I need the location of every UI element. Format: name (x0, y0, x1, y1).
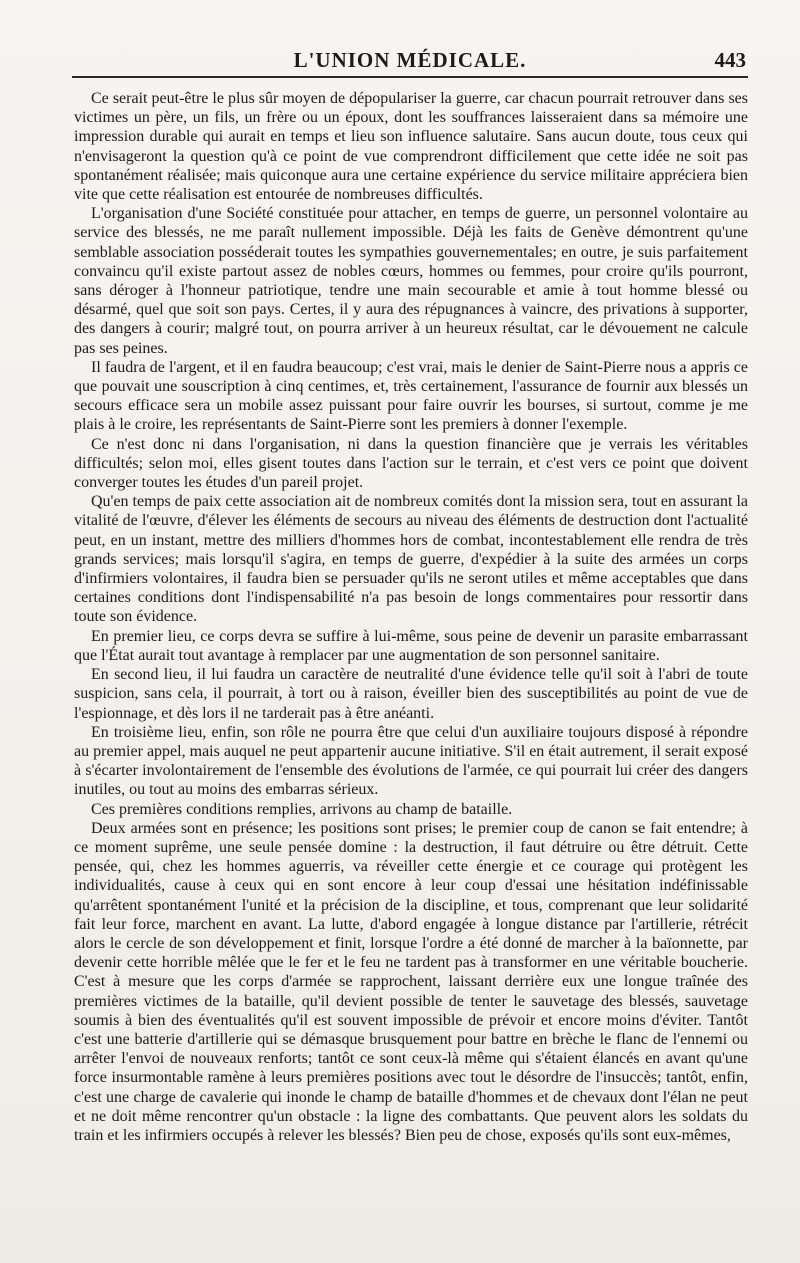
page-number: 443 (714, 48, 746, 72)
paragraph: Ce n'est donc ni dans l'organisation, ni dans la question financière que je verrais les véritables difficultés; selon moi, elles gisent toutes dans l'action sur le terrain, et c'est vers ce point que doivent converger toutes les études d'un pareil projet. (74, 435, 748, 492)
paragraph: En premier lieu, ce corps devra se suffire à lui-même, sous peine de devenir un parasite embarrassant que l'État aurait tout avantage à remplacer par une augmentation de son personnel sanitaire. (74, 627, 748, 664)
article-body (74, 89, 748, 1145)
paragraph: En troisième lieu, enfin, son rôle ne pourra être que celui d'un auxiliaire toujours disposé à répondre au premier appel, mais auquel ne peut appartenir aucune initiative. S'il en était autrement, il serait exposé à s'écarter involontairement de l'ensemble des évolutions de l'armée, ce qui pourrait lui créer des dangers inutiles, ou tout au moins des embarras sérieux. (74, 723, 748, 799)
paragraph: Il faudra de l'argent, et il en faudra beaucoup; c'est vrai, mais le denier de Saint-Pierre nous a appris ce que pouvait une souscription à cinq centimes, et, très certainement, l'assurance de fournir aux blessés un secours efficace sera un mobile assez puissant pour faire ouvrir les bourses, si surtout, comme je me plais à le croire, les représentants de Saint-Pierre sont les premiers à donner l'exemple. (74, 358, 748, 434)
paragraph: Ce serait peut-être le plus sûr moyen de dépopulariser la guerre, car chacun pourrait retrouver dans ses victimes un père, un fils, un frère ou un époux, dont les souffrances laisseraient dans sa mémoire une impression durable qui aurait en temps et lieu son influence salutaire. Sans aucun doute, tous ceux qui n'envisageront la question qu'à ce point de vue comprendront difficilement que cette idée ne soit pas spontanément réalisée; mais quiconque aura une certaine expérience du service militaire appréciera bien vite que cette réalisation est entourée de nombreuses difficultés. (74, 90, 748, 204)
journal-title: L'UNION MÉDICALE. (293, 48, 527, 72)
paragraph: Qu'en temps de paix cette association ait de nombreux comités dont la mission sera, tout en assurant la vitalité de l'œuvre, d'élever les éléments de secours au niveau des éléments de destruction dont l'actualité peut, en un instant, mettre des milliers d'hommes hors de combat, incontestablement elle rendra de très grands services; mais lorsqu'il s'agira, en temps de guerre, d'expédier à la suite des armées un corps d'infirmiers volontaires, il faudra bien se persuader qu'ils ne seront utiles et même acceptables que dans certaines conditions dont l'indispensabilité n'a pas besoin de longs commentaires pour ressortir dans toute son évidence. (74, 493, 748, 626)
running-header (72, 44, 748, 78)
paragraph: Ces premières conditions remplies, arrivons au champ de bataille. (91, 800, 513, 818)
paragraph: Deux armées sont en présence; les positions sont prises; le premier coup de canon se fait entendre; à ce moment suprême, une seule pensée domine : la destruction, il faut détruire ou être détruit. Cette pensée, qui, chez les hommes aguerris, va réveiller cette énergie et ce courage qui protègent les individualités, cause à ceux qui en sont encore à leur coup d'essai une hésitation indéfinissable qu'arrêtent spontanément l'unité et la précision de la discipline, et tous, comprenant que leur solidarité fait leur force, marchent en avant. La lutte, d'abord engagée à longue distance par l'artillerie, rétrécit alors le cercle de son développement et finit, lorsque l'ordre a été donné de marcher à la baïonnette, par devenir cette horrible mêlée que le fer et le feu ne tardent pas à transformer en une véritable boucherie. C'est à mesure que les corps d'armée se rapprochent, laissant derrière eux une longue traînée des premières victimes de la bataille, qu'il devient possible de tenter le sauvetage des blessés, sauvetage soumis à bien des éventualités qu'il est souvent impossible de prévoir et encore moins d'éviter. Tantôt c'est une batterie d'artillerie qui se démasque brusquement pour battre en brèche le flanc de l'ennemi ou arrêter l'envoi de nouveaux renforts; tantôt ce sont ceux-là même qui s'étaient élancés en avant qu'une force insurmontable ramène à leurs premières positions avec tout le désordre de l'insuccès; tantôt, enfin, c'est une charge de cavalerie qui inonde le champ de bataille d'hommes et de chevaux dont l'élan ne peut et ne doit même rencontrer qu'un obstacle : la ligne des combattants. Que peuvent alors les soldats du train et les infirmiers occupés à relever les blessés? Bien peu de chose, exposés qu'ils sont eux-mêmes, (74, 819, 748, 1144)
paragraph: L'organisation d'une Société constituée pour attacher, en temps de guerre, un personnel volontaire au service des blessés, ne me paraît nullement impossible. Déjà les faits de Genève démontrent qu'une semblable association posséderait toutes les sympathies gouvernementales; en outre, je suis parfaitement convaincu qu'il existe partout assez de nobles cœurs, hommes ou femmes, pour croire qu'ils pourront, sans déroger à l'honneur patriotique, tendre une main secourable et amie à tout homme blessé ou désarmé, quel que soit son pays. Certes, il y aura des répugnances à vaincre, des privations à supporter, des dangers à courir; malgré tout, on pourra arriver à un heureux résultat, car le dévouement ne calcule pas ses peines. (74, 205, 748, 357)
paragraph: En second lieu, il lui faudra un caractère de neutralité d'une évidence telle qu'il soit à l'abri de toute suspicion, sans cela, il pourrait, à tort ou à raison, éveiller bien des susceptibilités au point de vue de l'espionnage, et dès lors il ne tarderait pas à être anéanti. (74, 666, 748, 722)
